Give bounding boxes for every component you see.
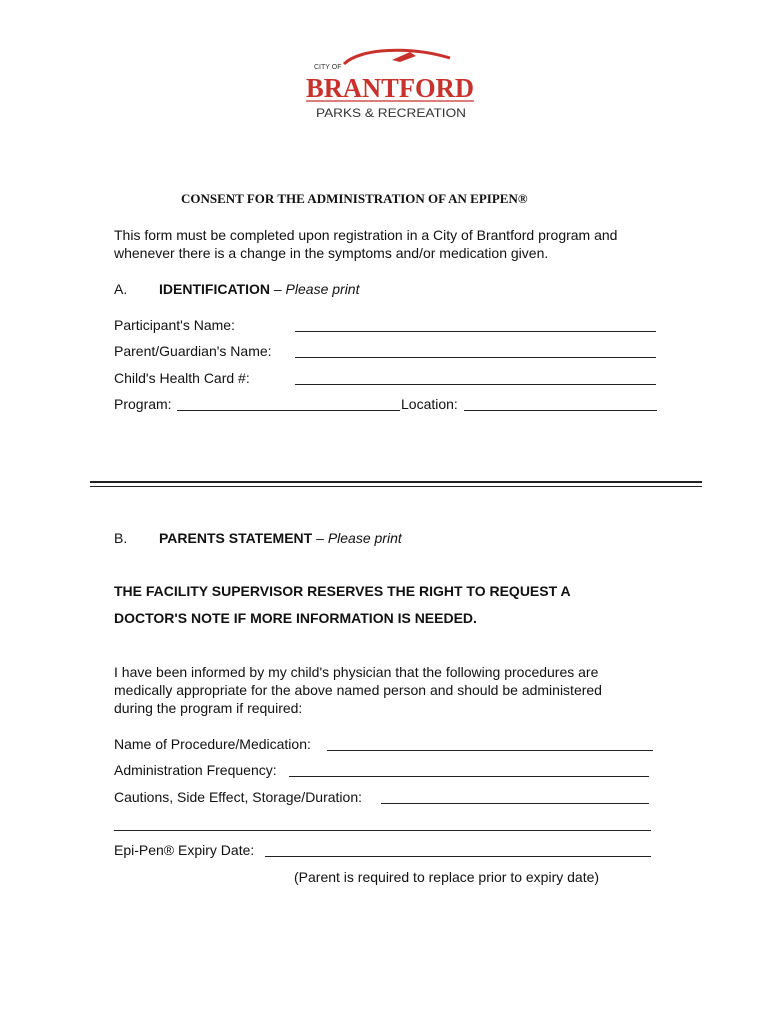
- location-label: Location:: [401, 396, 458, 412]
- logo-brand-text: BRANTFORD: [306, 73, 474, 103]
- logo-swoosh-tip: [392, 52, 416, 62]
- supervisor-warning-line-2: DOCTOR'S NOTE IF MORE INFORMATION IS NEEDED.: [114, 610, 477, 626]
- expiry-date-label: Epi-Pen® Expiry Date:: [114, 842, 255, 858]
- section-divider-bottom: [90, 486, 702, 487]
- program-label: Program:: [114, 396, 172, 412]
- procedure-label: Name of Procedure/Medication:: [114, 736, 311, 752]
- section-a-note: Please print: [285, 281, 360, 297]
- intro-line-2: whenever there is a change in the symptoms and/or medication given.: [114, 245, 549, 261]
- physician-statement-line-1: I have been informed by my child's physician that the following procedures are: [114, 664, 599, 680]
- section-a-heading: [159, 280, 359, 298]
- health-card-label: Child's Health Card #:: [114, 370, 250, 386]
- guardian-name-label: Parent/Guardian's Name:: [114, 343, 272, 359]
- logo-swoosh-graphic: [300, 44, 480, 124]
- expiry-date-field[interactable]: [265, 856, 651, 857]
- section-b-note: Please print: [327, 530, 402, 546]
- location-field[interactable]: [464, 410, 657, 411]
- logo-city-of: CITY OF: [314, 64, 342, 71]
- intro-line-1: This form must be completed upon registration in a City of Brantford program and: [114, 227, 618, 243]
- section-b-dash: –: [312, 530, 328, 546]
- section-a-dash: –: [269, 281, 286, 297]
- form-title: CONSENT FOR THE ADMINISTRATION OF AN EPIPEN®: [181, 191, 528, 206]
- physician-statement-line-3: during the program if required:: [114, 700, 303, 716]
- supervisor-warning-line-1: THE FACILITY SUPERVISOR RESERVES THE RIGHT TO REQUEST A: [114, 583, 571, 599]
- section-divider-top: [90, 481, 702, 483]
- participant-name-label: Participant's Name:: [114, 317, 235, 333]
- participant-name-field[interactable]: [295, 331, 656, 332]
- program-field[interactable]: [177, 410, 400, 411]
- cautions-field[interactable]: [381, 803, 649, 804]
- section-a-letter: A.: [114, 281, 128, 297]
- frequency-field[interactable]: [289, 776, 649, 777]
- physician-statement-line-2: medically appropriate for the above named person and should be administered: [114, 682, 602, 698]
- section-b-letter: B.: [114, 530, 128, 546]
- logo-subtitle: PARKS & RECREATION: [316, 108, 466, 120]
- expiry-note: (Parent is required to replace prior to expiry date): [294, 869, 600, 885]
- section-b-heading: [159, 529, 402, 547]
- cautions-label: Cautions, Side Effect, Storage/Duration:: [114, 789, 362, 805]
- logo-swoosh-arc: [344, 50, 450, 64]
- health-card-field[interactable]: [295, 384, 656, 385]
- section-b-title: PARENTS STATEMENT: [159, 530, 313, 546]
- procedure-field[interactable]: [327, 750, 653, 751]
- frequency-label: Administration Frequency:: [114, 762, 277, 778]
- cautions-field-continued[interactable]: [114, 830, 651, 831]
- guardian-name-field[interactable]: [295, 357, 656, 358]
- section-a-title: IDENTIFICATION: [159, 281, 270, 297]
- brantford-logo: [300, 44, 480, 124]
